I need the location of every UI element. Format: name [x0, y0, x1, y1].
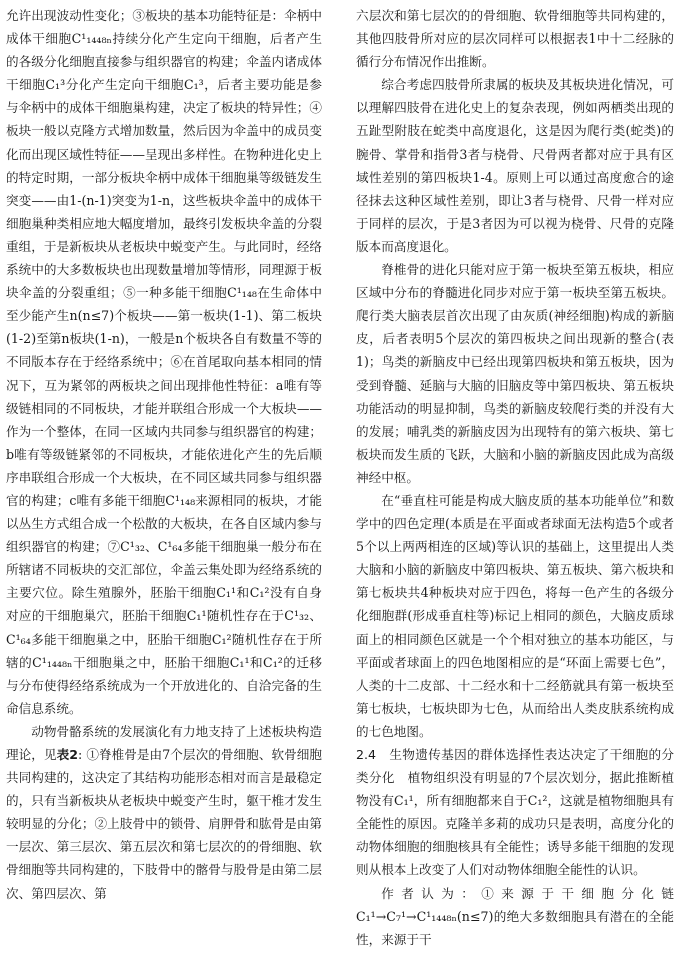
paragraph-limb-bones: 综合考虑四肢骨所隶属的板块及其板块进化情况，可以理解四肢骨在进化史上的复杂表现，例如两栖类出现的五趾型附肢在蛇类中高度退化，这是因为爬行类(蛇类)的腕骨、掌骨和指骨3者与桡骨、尺骨两者都对应于具有区域性差别的第四板块1-4。原则上可以通过高度愈合的途径抹去这种区域性差别，即让3者与桡骨、尺骨一样对应于同样的层次，于是3者因为可以视为桡骨、尺骨的克隆版本而高度退化。 [356, 77, 674, 254]
paragraph-four-color: 在“垂直柱可能是构成大脑皮质的基本功能单位”和数学中的四色定理(本质是在平面或者球面无法构造5个或者5个以上两两相连的区域)等认识的基础上，这里提出人类大脑和小脑的新脑皮中第四板块、第五板块、第六板块和第七板块共4种板块对应于四色，将每一色产生的各级分化细胞群(形成垂直柱等)标记上相同的颜色，大脑皮质球面上的相同颜色区就是一个个相对独立的基本功能区，与平面或者球面上的四色地图相应的是“环面上需要七色”，人类的十二皮部、十二经水和十二经筋就具有第一板块至第七板块，七板块即为七色，从而给出人类皮肤系统构成的七色地图。 [356, 492, 674, 739]
table-reference: 表2 [56, 747, 79, 762]
paragraph-plate-features: 允许出现波动性变化；③板块的基本功能特征是：伞柄中成体干细胞C¹₁₄₄₈ₙ持续分化产生定向干细胞，后者产生的各级分化细胞直接参与组织器官的构建；伞盖内诸成体干细胞C₁³分化产生定向干细胞C₁³，后者主要功能是参与伞柄中的成体干细胞巢构建，决定了板块的特异性；④板块一般以克隆方式增加数量，然后因为伞盖中的成员变化而出现区域性特征——呈现出多样性。在物种进化史上的特定时期，一部分板块伞柄中成体干细胞巢等级链发生突变——由1-(n-1)突变为1-n，这些板块伞盖中的成体干细胞巢种类相应地大幅度增加，最终引发板块伞盖的分裂重组，于是新板块从老板块中蜕变产生。与此同时，经络系统中的大多数板块也出现数量增加等情形，同理源于板块伞盖的分裂重组；⑤一种多能干细胞C¹₁₄₈在生命体中至少能产生n(n≤7)个板块——第一板块(1-1)、第二板块(1-2)至第n板块(1-n)，一般是n个板块各自有数量不等的不同版本存在于经络系统中；⑥在首尾取向基本相同的情况下，互为紧邻的两板块之间出现排他性特征：a唯有等级链相同的不同板块，才能并联组合形成一个大板块——作为一个整体，在同一区域内共同参与组织器官的构建；b唯有等级链紧邻的不同板块，才能依进化产生的先后顺序串联组合形成一个大板块，在不同区域共同参与组织器官的构建；c唯有多能干细胞C¹₁₄₈来源相同的板块，才能以丛生方式组合成一个松散的大板块，在各自区域内参与组织器官的构建；⑦C¹₃₂、C¹₆₄多能干细胞巢一般分布在所辖诸不同板块的交汇部位，伞盖云集处即为经络系统的主要穴位。除生殖腺外，胚胎干细胞C₁¹和C₁²没有自身对应的干细胞巢穴，胚胎干细胞C₁¹随机性存在于C¹₃₂、C¹₆₄多能干细胞巢之中，胚胎干细胞C₁²随机性存在于所辖的C¹₁₄₄₈ₙ干细胞巢之中，胚胎干细胞C₁¹和C₁²的迁移与分布使得经络系统成为一个开放进化的、自洽完备的生命信息系统。 [6, 8, 322, 716]
paragraph-text: 动物骨骼系统的发展演化有力地支持了上述板块构造理论，见 [6, 723, 322, 762]
paragraph-text: : ①脊椎骨是由7个层次的骨细胞、软骨细胞共同构建的，这决定了其结构功能形态相对而言是最稳定的，只有当新板块从老板块中蜕变产生时，躯干椎才发生较明显的分化；②上肢骨中的锁骨、肩胛骨和肱骨是由第一层次、第三层次、第五层次和第七层次的的骨细胞、软骨细胞等共同构建的，下肢骨中的髂骨与股骨是由第二层次、第四层次、第 [6, 747, 323, 901]
paragraph-limb-layers: 六层次和第七层次的的骨细胞、软骨细胞等共同构建的，其他四肢骨所对应的层次同样可以根据表1中十二经脉的循行分布情况作出推断。 [356, 8, 674, 70]
paragraph-skeleton-evolution [6, 720, 322, 905]
section-2-4 [356, 743, 674, 882]
paragraph-author-view: 作者认为：①来源于干细胞分化链C₁¹→C₇¹→C¹₁₄₄₈ₙ(n≤7)的绝大多数细胞具有潜在的全能性，来源于干 [356, 885, 674, 947]
section-body: 植物组织没有明显的7个层次划分，据此推断植物没有C₁¹，所有细胞都来自于C₁²，这就是植物细胞具有全能性的原因。克隆羊多莉的成功只是表明，高度分化的动物体细胞的细胞核具有全能性；诱导多能干细胞的发现则从根本上改变了人们对动物体细胞全能性的认识。 [356, 770, 675, 878]
section-title: 2.4 生物遗传基因的群体选择性表达决定了干细胞的分类分化 [356, 747, 674, 786]
paragraph-spine-brain: 脊椎骨的进化只能对应于第一板块至第五板块，相应区域中分布的脊髓进化同步对应于第一板块至第五板块。爬行类大脑表层首次出现了由灰质(神经细胞)构成的新脑皮，后者表明5个层次的第四板块之间出现新的整合(表1)；鸟类的新脑皮中已经出现第四板块和第五板块，因为受到脊髓、延脑与大脑的旧脑皮等中第四板块、第五板块功能活动的明显抑制，鸟类的新脑皮较爬行类的并没有大的发展；哺乳类的新脑皮因为出现特有的第六板块、第七板块而发生质的飞跃，大脑和小脑的新脑皮因此成为高级神经中枢。 [356, 262, 674, 485]
left-column [6, 4, 322, 905]
right-column [356, 4, 674, 951]
